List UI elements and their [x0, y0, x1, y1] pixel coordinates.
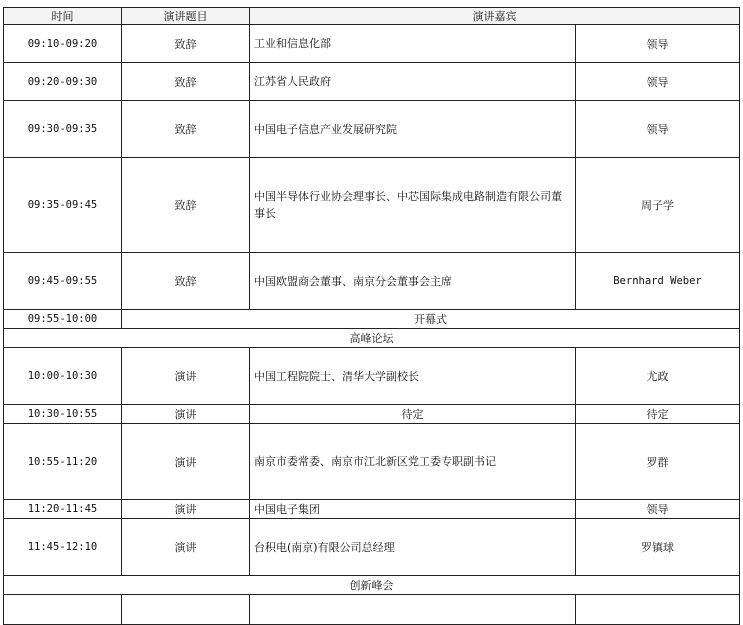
section-title-summit-forum: 高峰论坛 [4, 329, 740, 348]
table-row [4, 101, 740, 158]
row-organization: 中国电子信息产业发展研究院 [250, 101, 576, 158]
row-speaker: 罗镇球 [576, 519, 740, 576]
row-time: 11:20-11:45 [4, 500, 122, 519]
row-time: 09:20-09:30 [4, 63, 122, 101]
section-row [4, 329, 740, 348]
row-topic: 致辞 [122, 63, 250, 101]
row-topic: 演讲 [122, 405, 250, 424]
row-speaker: 领导 [576, 63, 740, 101]
agenda-table [3, 7, 740, 625]
table-row [4, 500, 740, 519]
table-row [4, 158, 740, 253]
row-topic: 致辞 [122, 253, 250, 310]
row-topic: 演讲 [122, 348, 250, 405]
row-topic: 致辞 [122, 25, 250, 63]
row-time: 09:55-10:00 [4, 310, 122, 329]
row-speaker: 待定 [576, 405, 740, 424]
row-speaker: 周子学 [576, 158, 740, 253]
table-row [4, 310, 740, 329]
row-organization: 南京市委常委、南京市江北新区党工委专职副书记 [250, 424, 576, 500]
table-row [4, 424, 740, 500]
opening-ceremony-label: 开幕式 [122, 310, 740, 329]
row-topic: 演讲 [122, 519, 250, 576]
table-row [4, 253, 740, 310]
row-topic: 演讲 [122, 424, 250, 500]
row-topic: 致辞 [122, 158, 250, 253]
row-time: 10:30-10:55 [4, 405, 122, 424]
row-topic: 演讲 [122, 500, 250, 519]
row-speaker: 领导 [576, 500, 740, 519]
row-organization: 中国工程院院士、清华大学副校长 [250, 348, 576, 405]
table-row [4, 25, 740, 63]
row-organization: 中国欧盟商会董事、南京分会董事会主席 [250, 253, 576, 310]
table-row [4, 348, 740, 405]
row-organization: 江苏省人民政府 [250, 63, 576, 101]
row-speaker: 领导 [576, 25, 740, 63]
row-organization: 中国半导体行业协会理事长、中芯国际集成电路制造有限公司董事长 [250, 158, 576, 253]
row-time: 10:00-10:30 [4, 348, 122, 405]
row-time: 11:45-12:10 [4, 519, 122, 576]
table-row [4, 519, 740, 576]
header-speaker: 演讲嘉宾 [250, 8, 740, 25]
row-time: 09:35-09:45 [4, 158, 122, 253]
row-speaker: 尤政 [576, 348, 740, 405]
section-row [4, 576, 740, 595]
row-speaker: Bernhard Weber [576, 253, 740, 310]
section-title-innovation-summit: 创新峰会 [4, 576, 740, 595]
row-speaker: 罗群 [576, 424, 740, 500]
row-speaker: 领导 [576, 101, 740, 158]
row-topic: 致辞 [122, 101, 250, 158]
row-organization: 台积电(南京)有限公司总经理 [250, 519, 576, 576]
table-header-row [4, 8, 740, 25]
row-organization: 待定 [250, 405, 576, 424]
table-row [4, 63, 740, 101]
row-time: 09:30-09:35 [4, 101, 122, 158]
row-organization: 工业和信息化部 [250, 25, 576, 63]
row-organization: 中国电子集团 [250, 500, 576, 519]
row-time: 09:10-09:20 [4, 25, 122, 63]
row-time: 10:55-11:20 [4, 424, 122, 500]
row-time: 09:45-09:55 [4, 253, 122, 310]
table-row [4, 405, 740, 424]
header-topic: 演讲题目 [122, 8, 250, 25]
header-time: 时间 [4, 8, 122, 25]
